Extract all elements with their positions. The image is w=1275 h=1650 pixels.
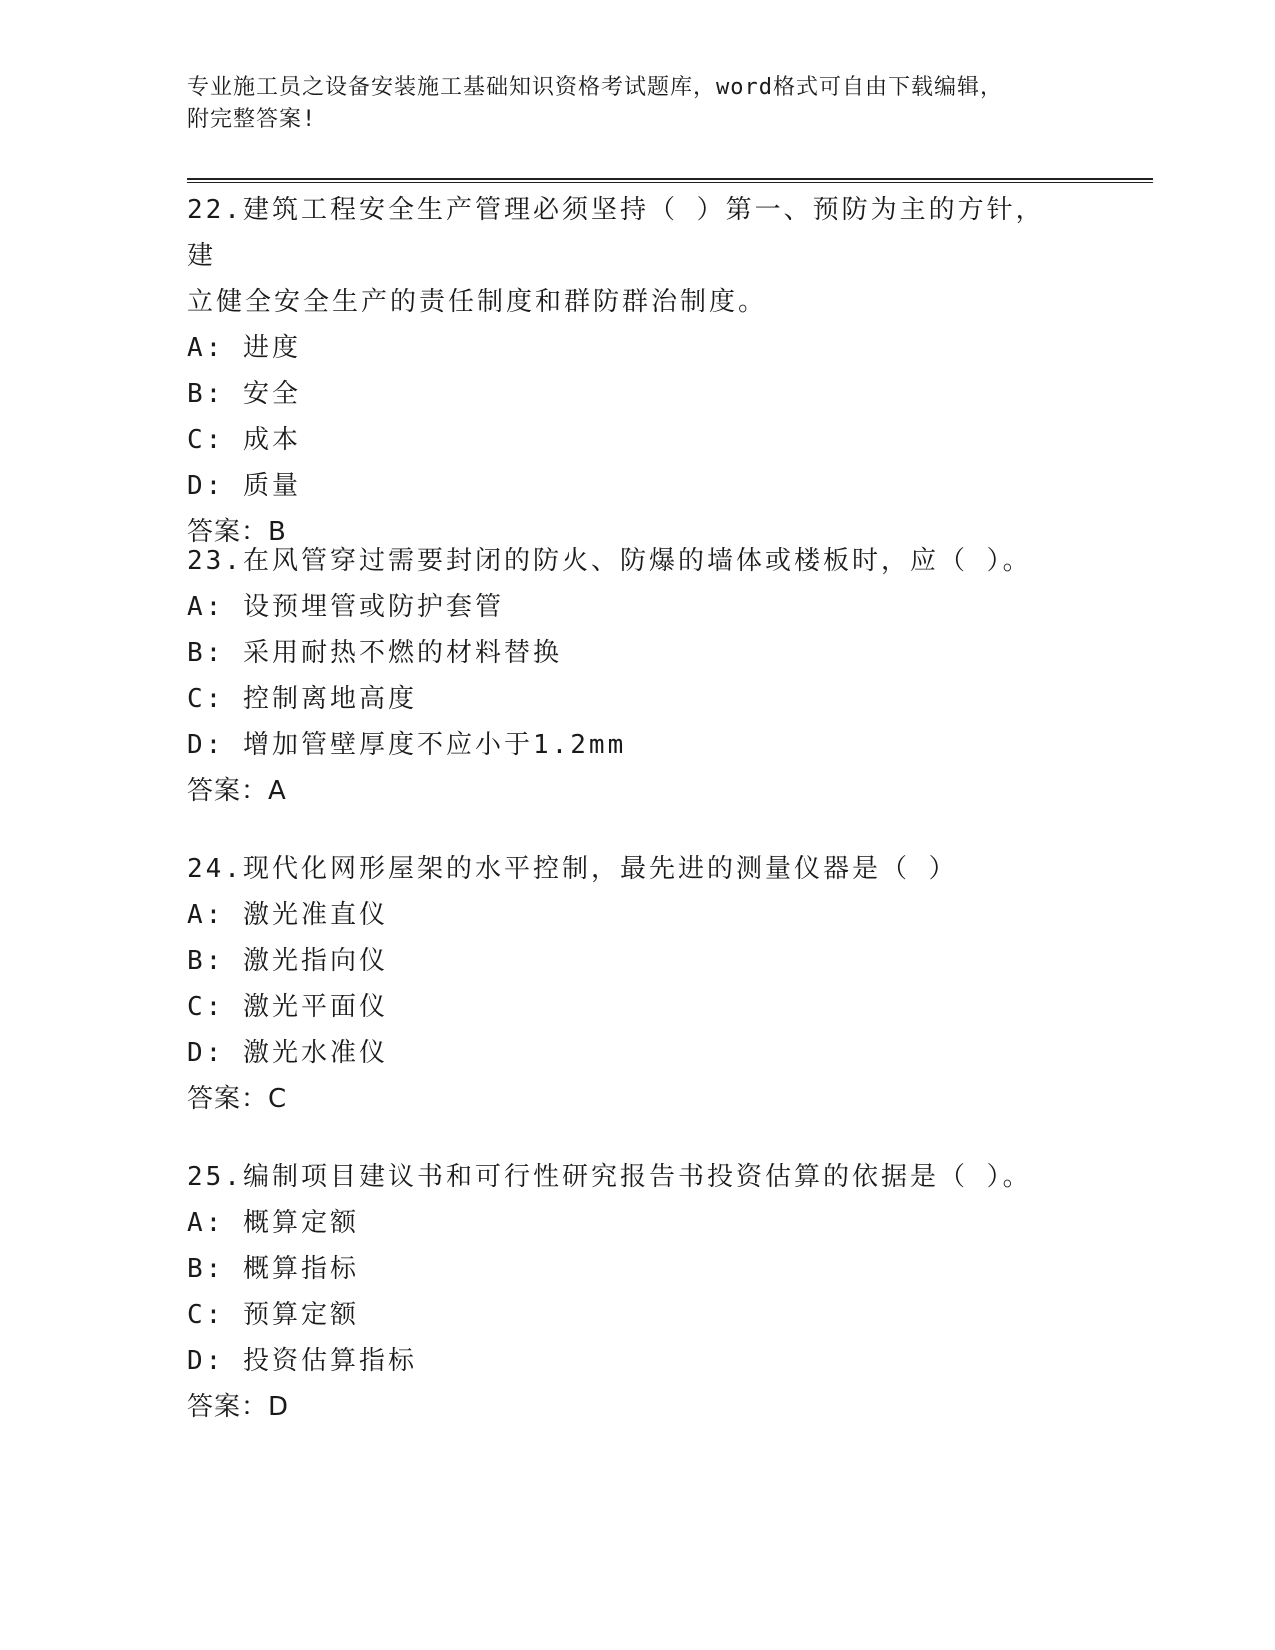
question-stem-line-1: 25.编制项目建议书和可行性研究报告书投资估算的依据是（ ）。 [187, 1162, 1032, 1192]
header-line-2: 附完整答案! [187, 107, 317, 132]
question-stem-line-1: 22.建筑工程安全生产管理必须坚持（ ）第一、预防为主的方针，建 [187, 195, 1045, 271]
option-c: C: 成本 [187, 425, 301, 455]
question-stem-line-2: 立健全安全生产的责任制度和群防群治制度。 [187, 287, 768, 317]
question-25 [187, 1154, 1067, 1430]
option-b: B: 安全 [187, 379, 301, 409]
answer: 答案：B [187, 517, 287, 547]
option-a: A: 概算定额 [187, 1208, 359, 1238]
option-b: B: 概算指标 [187, 1254, 359, 1284]
document-header [187, 72, 1067, 136]
option-c: C: 预算定额 [187, 1300, 359, 1330]
question-22 [187, 187, 1067, 555]
option-b: B: 激光指向仪 [187, 946, 388, 976]
option-c: C: 激光平面仪 [187, 992, 388, 1022]
answer: 答案：C [187, 1084, 288, 1114]
option-d: D: 增加管壁厚度不应小于1.2mm [187, 730, 627, 760]
option-d: D: 激光水准仪 [187, 1038, 388, 1068]
option-a: A: 激光准直仪 [187, 900, 388, 930]
answer: 答案：A [187, 776, 287, 806]
question-stem-line-1: 24.现代化网形屋架的水平控制，最先进的测量仪器是（ ） [187, 854, 958, 884]
option-a: A: 进度 [187, 333, 301, 363]
option-d: D: 投资估算指标 [187, 1346, 417, 1376]
header-line-1: 专业施工员之设备安装施工基础知识资格考试题库，word格式可自由下载编辑， [187, 75, 1003, 100]
header-divider [187, 178, 1153, 183]
question-23 [187, 538, 1067, 814]
question-24 [187, 846, 1067, 1122]
option-d: D: 质量 [187, 471, 301, 501]
option-a: A: 设预埋管或防护套管 [187, 592, 504, 622]
option-c: C: 控制离地高度 [187, 684, 417, 714]
option-b: B: 采用耐热不燃的材料替换 [187, 638, 562, 668]
answer: 答案：D [187, 1392, 290, 1422]
question-stem-line-1: 23.在风管穿过需要封闭的防火、防爆的墙体或楼板时，应（ ）。 [187, 546, 1032, 576]
